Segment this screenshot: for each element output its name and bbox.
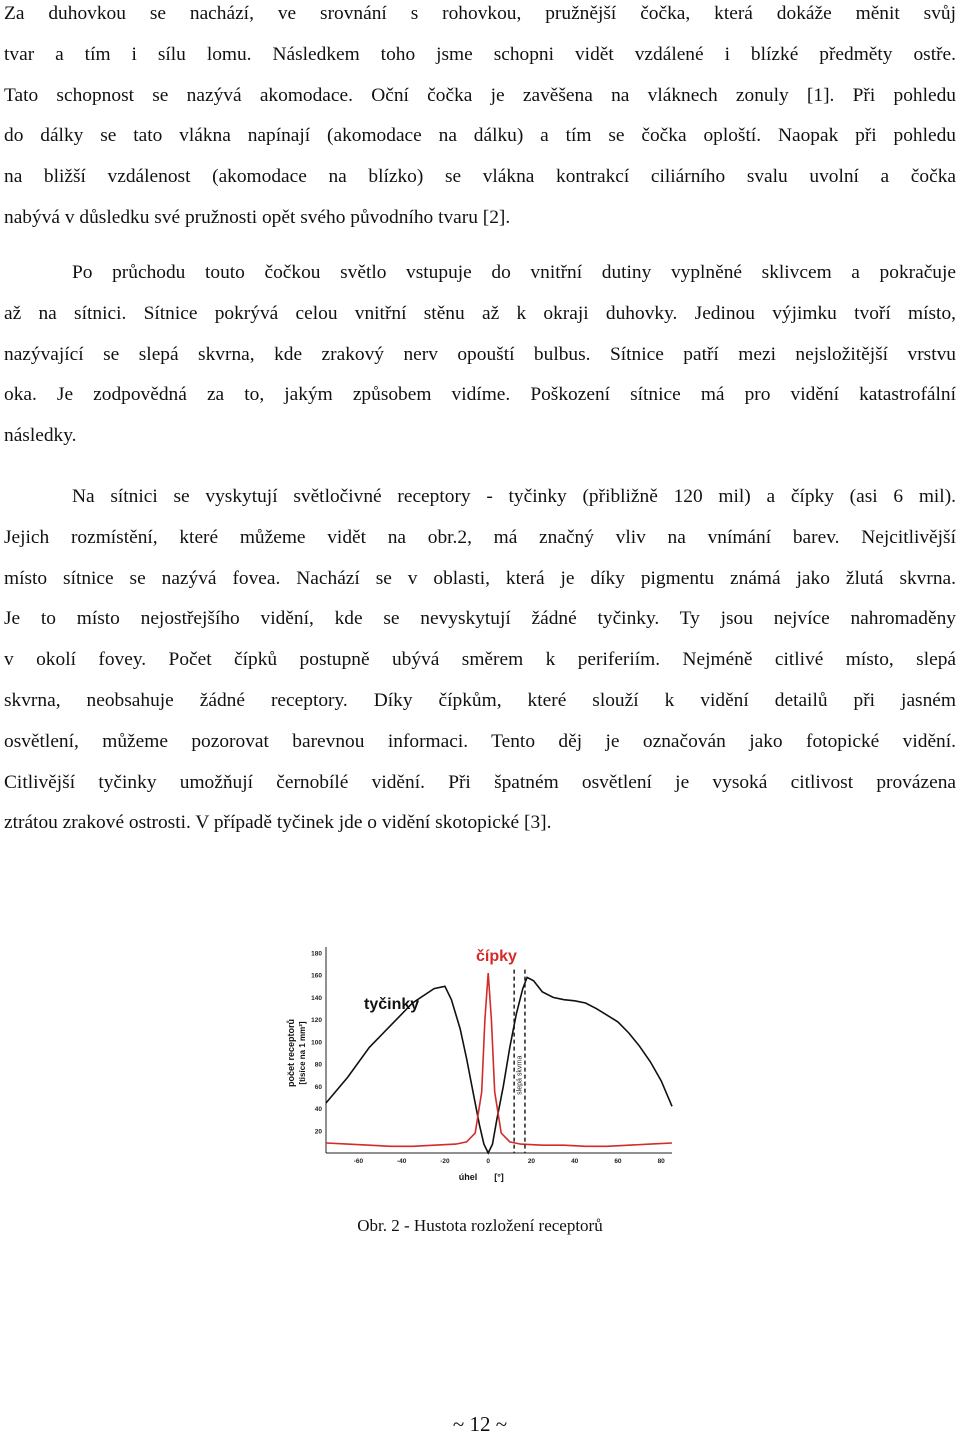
text-line: do dálky se tato vlákna napínají (akomodace na dálku) a tím se čočka oploští. Naopak při pohledu [4,125,956,147]
text-line: Po průchodu touto čočkou světlo vstupuje do vnitřní dutiny vyplněné sklivcem a pokračuje [72,262,956,283]
receptor-density-figure [280,935,680,1195]
text-line: v okolí fovey. Počet čípků postupně ubývá směrem k periferiím. Nejméně citlivé místo, slepá [4,649,956,671]
text-line: ztrátou zrakové ostrosti. V případě tyčinek jde o vidění skotopické [3]. [4,812,552,834]
y-axis-label: počet receptorů [286,1018,296,1088]
x-axis-unit: [°] [494,1172,504,1182]
x-tick-label: -20 [440,1158,450,1165]
paragraph-retina [4,253,956,457]
text-line: Citlivější tyčinky umožňují černobílé vidění. Při špatném osvětlení je vysoká citlivost provázena [4,771,956,793]
cones-series-label: čípky [476,948,517,965]
x-tick-label: 20 [527,1158,536,1165]
text-line: Tato schopnost se nazývá akomodace. Oční čočka je zavěšena na vláknech zonuly [1]. Při pohledu [4,84,956,106]
figure-caption: Obr. 2 - Hustota rozložení receptorů [357,1216,603,1235]
text-line: Za duhovkou se nachází, ve srovnání s rohovkou, pružnější čočka, která dokáže měnit svůj [4,3,956,24]
text-line: následky. [4,425,77,447]
y-tick-label: 20 [314,1128,322,1136]
text-line: nabývá v důsledku své pružnosti opět svého původního tvaru [2]. [4,206,511,228]
x-tick-label: 60 [614,1158,622,1165]
y-tick-label: 40 [314,1106,322,1114]
x-tick-label: 40 [571,1158,579,1165]
y-tick-label: 100 [311,1039,322,1047]
page-number: ~ 12 ~ [452,1412,508,1436]
x-tick-label: 80 [657,1158,665,1165]
text-line: Je to místo nejostřejšího vidění, kde se nevyskytují žádné tyčinky. Ty jsou nejvíce nahromaděny [4,608,956,630]
rods-series-label: tyčinky [364,996,420,1013]
text-line: nazývající se slepá skvrna, kde zrakový nerv opouští bulbus. Sítnice patří mezi nejsložitější vrstvu [4,343,956,365]
text-line: Na sítnici se vyskytují světločivné receptory - tyčinky (přibližně 120 mil) a čípky (asi 6 mil). [72,486,956,507]
y-axis-ticks [311,951,322,1136]
x-tick-label: -60 [353,1158,364,1165]
paragraph-accommodation [4,0,956,239]
blind-spot-label: slepá skvrna [516,1055,524,1095]
x-tick-label: 0 [486,1158,490,1165]
text-line: osvětlení, můžeme pozorovat barevnou informaci. Tento děj je označován jako fotopické vidění. [4,730,956,752]
text-line: oka. Je zodpovědná za to, jakým způsobem vidíme. Poškození sítnice má pro vidění katastrofální [4,384,956,406]
y-tick-label: 60 [314,1083,322,1091]
x-axis-ticks [354,1158,665,1165]
text-line: Jejich rozmístění, které můžeme vidět na obr.2, má značný vliv na vnímání barev. Nejcitlivější [4,526,956,548]
y-tick-label: 80 [314,1061,322,1069]
text-line: tvar a tím i sílu lomu. Následkem toho jsme schopni vidět vzdálené i blízké předměty ostře. [4,43,956,65]
text-line: až na sítnici. Sítnice pokrývá celou vnitřní stěnu až k okraji duhovky. Jedinou výjimku tvoří místo, [4,302,956,324]
receptor-density-chart [280,935,680,1195]
x-axis-label: úhel [458,1172,478,1182]
y-tick-label: 160 [311,972,322,980]
paragraph-receptors [4,477,956,844]
text-line: na bližší vzdálenost (akomodace na blízko) se vlákna kontrakcí ciliárního svalu uvolní a čočka [4,166,956,188]
y-tick-label: 180 [311,950,322,958]
text-line: místo sítnice se nazývá fovea. Nachází se v oblasti, která je díky pigmentu známá jako žlutá skvrna. [4,567,956,589]
y-tick-label: 120 [311,1017,322,1025]
x-tick-label: -40 [396,1158,407,1165]
text-line: skvrna, neobsahuje žádné receptory. Díky čípkům, které slouží k vidění detailů při jasném [4,689,956,711]
y-axis-unit-label: [tisíce na 1 mm²] [298,1021,307,1085]
y-tick-label: 140 [311,994,322,1002]
